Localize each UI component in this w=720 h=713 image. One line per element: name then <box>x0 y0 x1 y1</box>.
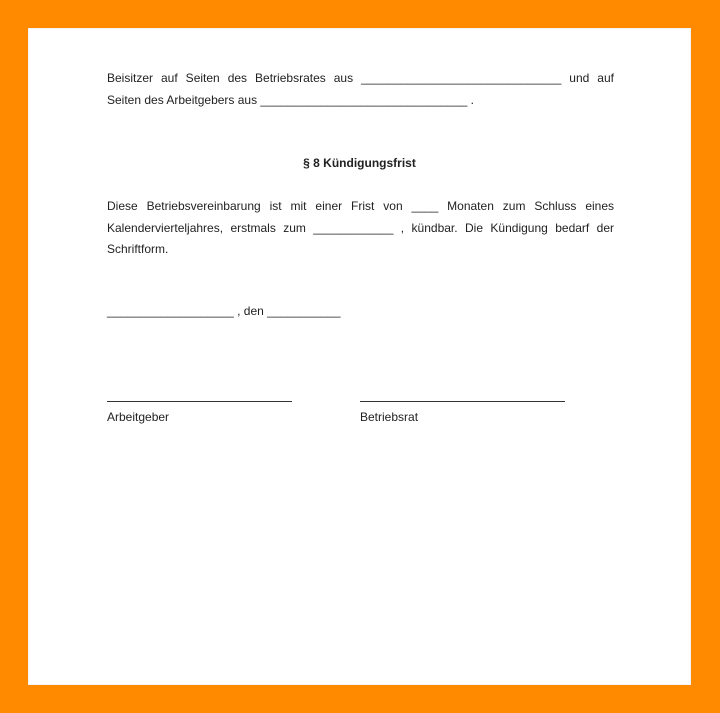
paragraph-line: Seiten des Arbeitgebers aus _______________________________ . <box>107 92 474 107</box>
employer-signature-label: Arbeitgeber <box>107 410 170 424</box>
paragraph-kuendigungsfrist <box>107 196 614 261</box>
place-date-text: ___________________ , den ___________ <box>107 304 341 318</box>
employer-signature-line <box>107 401 292 402</box>
council-signature-line <box>360 401 565 402</box>
section-heading: § 8 Kündigungsfrist <box>303 156 416 170</box>
council-signature-label: Betriebsrat <box>360 410 419 424</box>
place-date-line <box>107 301 614 323</box>
paragraph-line: Schriftform. <box>107 242 169 256</box>
document-page <box>28 28 691 685</box>
paragraph-line: Beisitzer auf Seiten des Betriebsrates aus ______________________________ und auf <box>107 71 614 85</box>
paragraph-beisitzer <box>107 68 614 111</box>
paragraph-line: Kalendervierteljahres, erstmals zum ____________ , kündbar. Die Kündigung bedarf der <box>107 220 614 235</box>
paragraph-line: Diese Betriebsvereinbarung ist mit einer Frist von ____ Monaten zum Schluss eines <box>107 199 614 213</box>
